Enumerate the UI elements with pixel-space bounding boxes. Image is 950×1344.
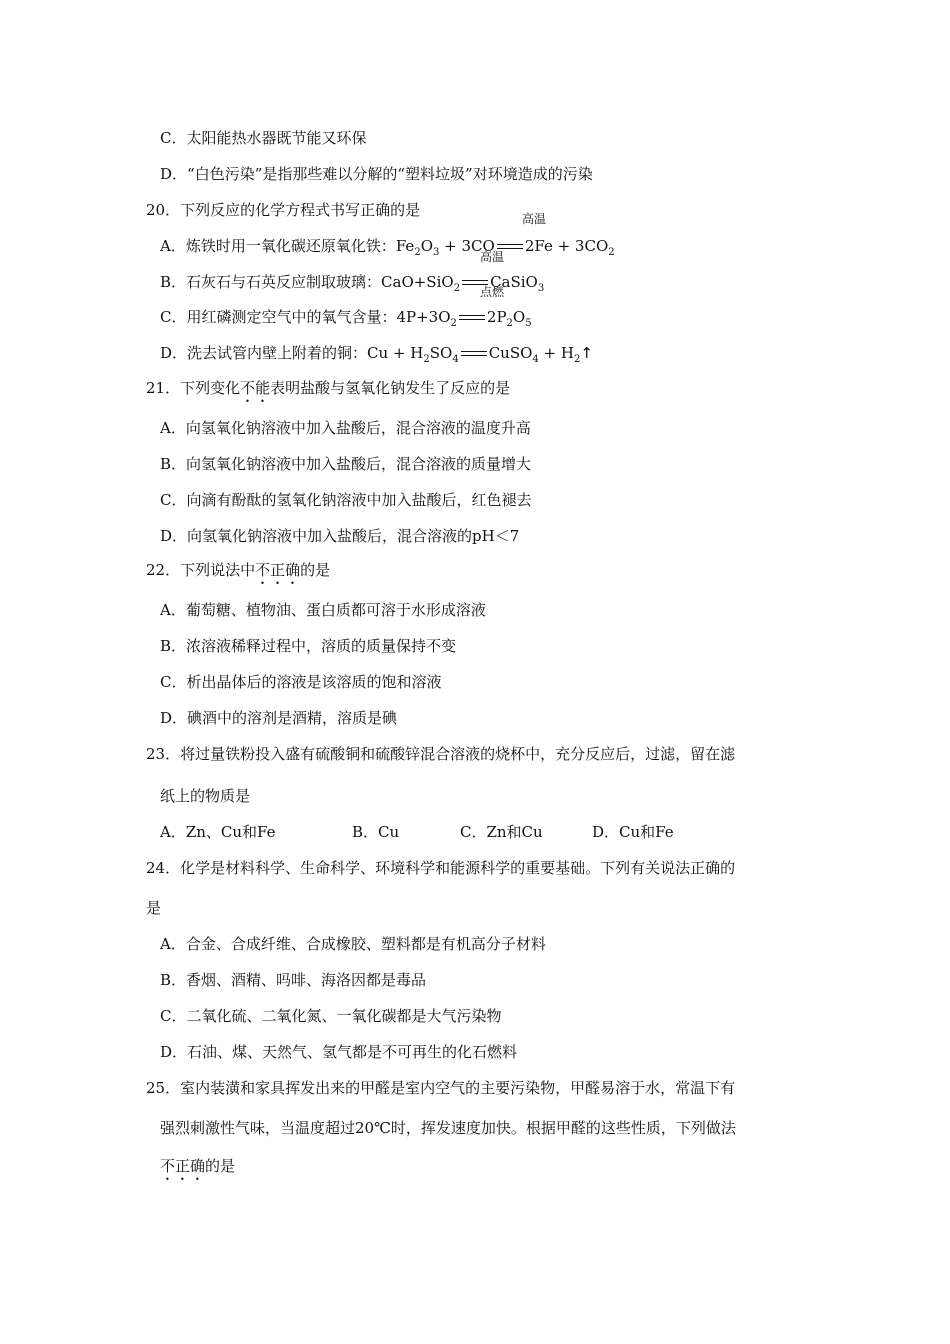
q21-option-a: A．向氢氧化钠溶液中加入盐酸后，混合溶液的温度升高 xyxy=(160,419,531,437)
q25-stem-line2: 强烈刺激性气味，当温度超过20℃时，挥发速度加快。根据甲醛的这些性质，下列做法 xyxy=(160,1119,736,1137)
q20-a-condition: 高温 xyxy=(522,212,547,226)
q24-stem-line1: 24．化学是材料科学、生命科学、环境科学和能源科学的重要基础。下列有关说法正确的 xyxy=(146,859,736,877)
q24-option-b: B．香烟、酒精、吗啡、海洛因都是毒品 xyxy=(160,971,427,989)
emphasis-incorrect: 不正确 xyxy=(160,1157,206,1175)
q24-option-a: A．合金、合成纤维、合成橡胶、塑料都是有机高分子材料 xyxy=(160,935,546,953)
q25-stem-line1: 25．室内装潢和家具挥发出来的甲醛是室内空气的主要污染物，甲醛易溶于水，常温下有 xyxy=(146,1079,736,1097)
q23-option-c: C．Zn和Cu xyxy=(460,823,543,841)
emphasis-incorrect: 不正确 xyxy=(255,561,301,579)
emphasis-not: 不能 xyxy=(240,379,271,397)
equals-sign-icon xyxy=(461,350,487,358)
q20-option-d: D．洗去试管内壁上附着的铜：$Cu + H_2SO_4$ CuSO$_4$ + $H_2↑$ xyxy=(160,344,593,365)
q20-stem: 20．下列反应的化学方程式书写正确的是 xyxy=(146,201,421,219)
q22-option-c: C．析出晶体后的溶液是该溶质的饱和溶液 xyxy=(160,673,442,691)
q21-option-c: C．向滴有酚酞的氢氧化钠溶液中加入盐酸后，红色褪去 xyxy=(160,491,532,509)
q23-option-a: A．Zn、Cu和Fe xyxy=(160,823,276,841)
q24-option-d: D．石油、煤、天然气、氢气都是不可再生的化石燃料 xyxy=(160,1043,518,1061)
q20-option-b: B．石灰石与石英反应制取玻璃：CaO+SiO$_2$ CaSiO$_3$ xyxy=(160,273,545,294)
q25-stem-line3: 不正确的是 xyxy=(160,1157,236,1175)
q23-option-b: B．Cu xyxy=(352,823,400,841)
q22-option-b: B．浓溶液稀释过程中，溶质的质量保持不变 xyxy=(160,637,457,655)
q23-option-d: D．Cu和Fe xyxy=(592,823,674,841)
q21-option-d: D．向氢氧化钠溶液中加入盐酸后，混合溶液的pH＜7 xyxy=(160,527,520,545)
equals-sign-icon xyxy=(459,314,485,322)
q23-stem-line1: 23．将过量铁粉投入盛有硫酸铜和硫酸锌混合溶液的烧杯中，充分反应后，过滤，留在滤 xyxy=(146,745,736,763)
q24-option-c: C．二氧化硫、二氧化氮、一氧化碳都是大气污染物 xyxy=(160,1007,502,1025)
q20-b-condition: 高温 xyxy=(480,250,505,264)
q19-option-c: C．太阳能热水器既节能又环保 xyxy=(160,129,367,147)
q22-option-d: D．碘酒中的溶剂是酒精，溶质是碘 xyxy=(160,709,398,727)
q21-stem: 21．下列变化不能表明盐酸与氢氧化钠发生了反应的是 xyxy=(146,379,511,397)
q20-c-condition: 点燃 xyxy=(480,285,505,299)
q20-option-c: C．用红磷测定空气中的氧气含量：$4P+3O_2$ $2P_2O_5$ xyxy=(160,308,532,329)
q24-stem-line2: 是 xyxy=(146,899,162,917)
up-arrow-icon: ↑ xyxy=(580,344,593,362)
q23-stem-line2: 纸上的物质是 xyxy=(160,787,251,805)
q20-option-a: A．炼铁时用一氧化碳还原氧化铁：$Fe_2O_3 + 3CO$ $2Fe + 3CO_2$ xyxy=(160,237,615,258)
q22-stem: 22．下列说法中不正确的是 xyxy=(146,561,331,579)
q19-option-d: D．“白色污染”是指那些难以分解的“塑料垃圾”对环境造成的污染 xyxy=(160,165,593,183)
q22-option-a: A．葡萄糖、植物油、蛋白质都可溶于水形成溶液 xyxy=(160,601,486,619)
q21-option-b: B．向氢氧化钠溶液中加入盐酸后，混合溶液的质量增大 xyxy=(160,455,532,473)
